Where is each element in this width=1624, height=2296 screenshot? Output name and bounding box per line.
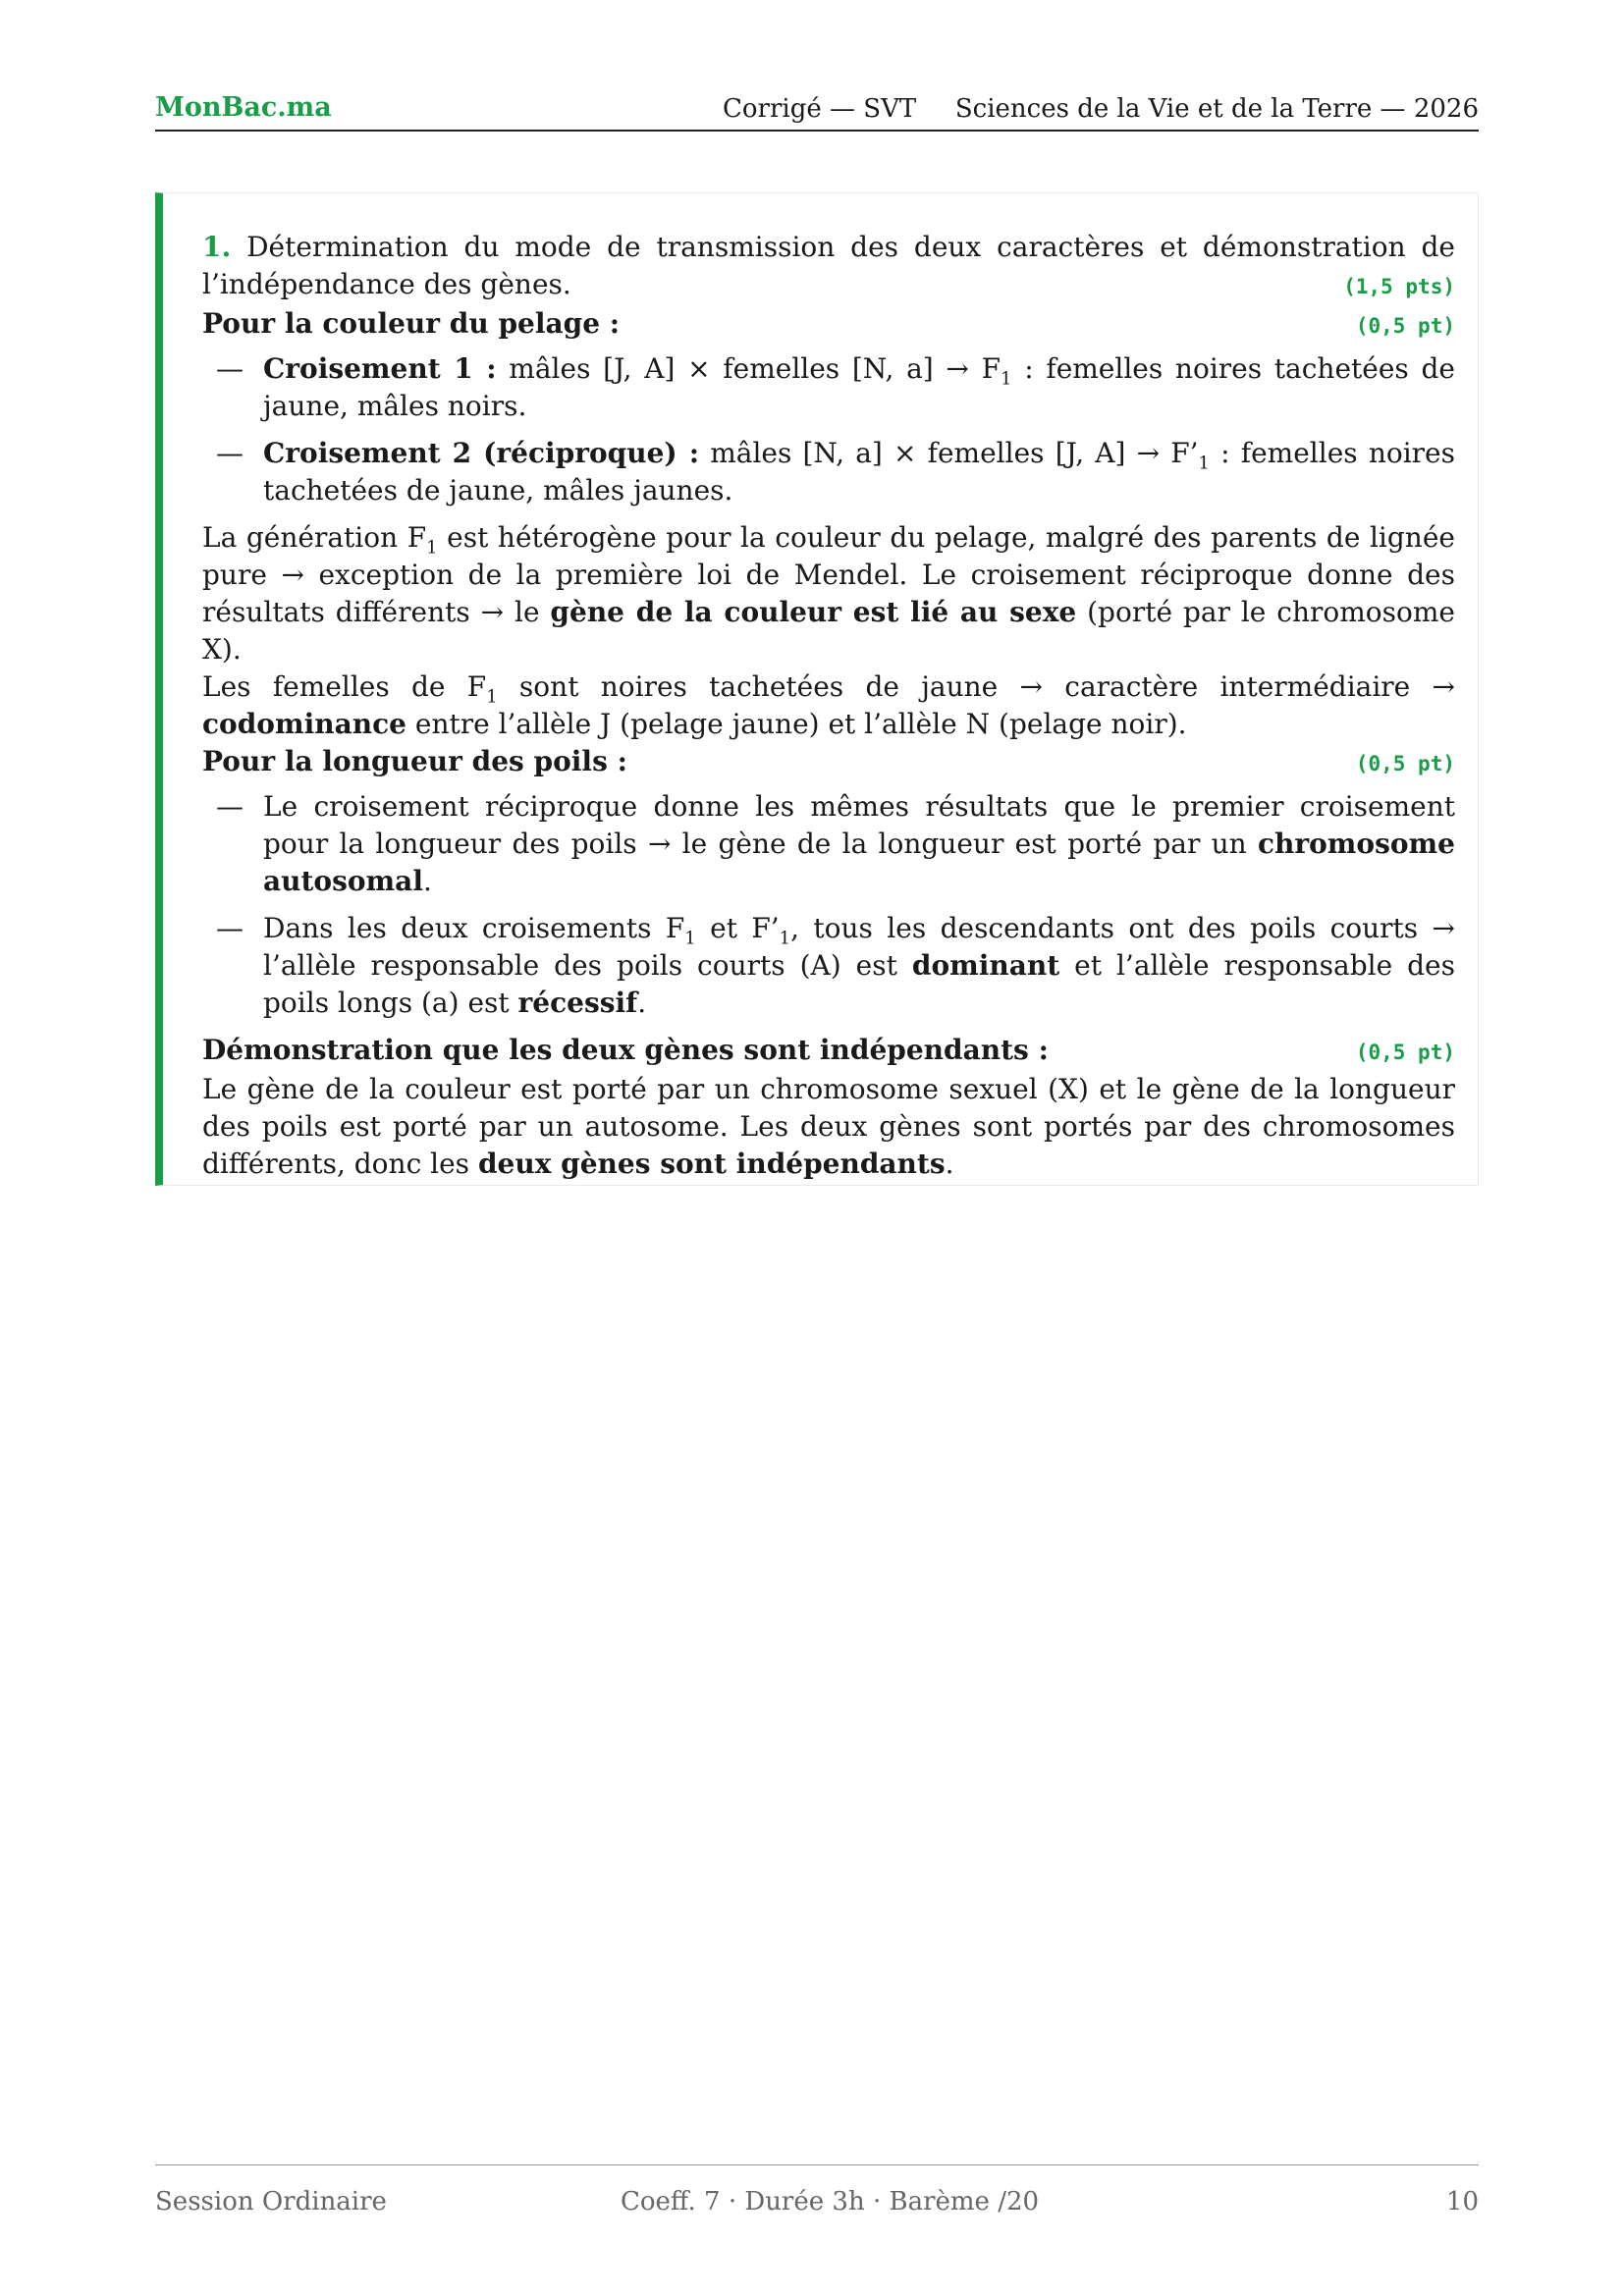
section-heading-longueur xyxy=(202,743,1455,782)
text: Les femelles de F xyxy=(202,670,487,703)
cross2-label: Croisement 2 (réciproque) : xyxy=(263,437,700,469)
section-title: Démonstration que les deux gènes sont indépendants : xyxy=(202,1034,1049,1066)
cross2-text: mâles [N, a] × femelles [J, A] → F’ xyxy=(710,437,1199,469)
text: sont noires tachetées de jaune → caractère intermédiaire → xyxy=(497,670,1455,703)
subscript: 1 xyxy=(486,686,498,708)
question-statement xyxy=(202,229,1455,303)
key-term: chromosome autosomal xyxy=(263,828,1455,897)
text: , tous les descendants ont des poils courts → l’allèle responsable des poils courts (A) est xyxy=(263,912,1455,982)
dash-bullet: — xyxy=(216,352,244,385)
paragraph-codominance xyxy=(202,668,1455,743)
list-item-dominance xyxy=(202,910,1455,1022)
answer-content xyxy=(202,229,1455,1183)
question-number: 1. xyxy=(202,231,232,263)
crosses-list xyxy=(202,350,1455,509)
subscript: 1 xyxy=(1198,453,1210,474)
question-points: (1,5 pts) xyxy=(1343,275,1455,298)
section-title: Pour la longueur des poils : xyxy=(202,745,627,777)
text: La génération F xyxy=(202,521,427,554)
subscript: 1 xyxy=(1001,368,1012,390)
section-points: (0,5 pt) xyxy=(1355,314,1455,338)
page-header xyxy=(155,90,1479,132)
page-number: 10 xyxy=(1445,2187,1479,2216)
text: . xyxy=(422,865,432,897)
dash-bullet: — xyxy=(216,912,244,944)
footer-info: Coeff. 7 · Durée 3h · Barème /20 xyxy=(621,2187,1040,2216)
section-heading-couleur xyxy=(202,305,1455,345)
subscript: 1 xyxy=(426,537,438,559)
text: Le gène de la couleur est porté par un chromosome sexuel (X) et le gène de la longueur des poils est porté par un autosome. Les deux gènes sont portés par des chromosomes différents, donc les xyxy=(202,1073,1455,1180)
list-item-cross1 xyxy=(202,350,1455,425)
list-item-reciprocal xyxy=(202,788,1455,900)
key-term: codominance xyxy=(202,708,406,740)
key-term: dominant xyxy=(911,949,1060,982)
subscript: 1 xyxy=(779,928,791,949)
text: (porté par le chromosome X). xyxy=(202,596,1455,666)
text: Dans les deux croisements F xyxy=(263,912,685,944)
text: . xyxy=(637,987,647,1019)
cross1-label: Croisement 1 : xyxy=(263,352,497,385)
text: et l’allèle responsable des poils longs (a) est xyxy=(263,949,1455,1019)
key-conclusion: deux gènes sont indépendants xyxy=(477,1148,946,1180)
paragraph-heterogeneity xyxy=(202,519,1455,668)
section-heading-demo xyxy=(202,1032,1455,1071)
subscript: 1 xyxy=(684,928,696,949)
paragraph-demonstration xyxy=(202,1071,1455,1183)
cross1-result: : femelles noires tachetées de jaune, mâles noirs. xyxy=(263,352,1455,422)
dash-bullet: — xyxy=(216,790,244,823)
text: entre l’allèle J (pelage jaune) et l’allèle N (pelage noir). xyxy=(406,708,1187,740)
cross1-text: mâles [J, A] × femelles [N, a] → F xyxy=(509,352,1001,385)
cross2-result: : femelles noires tachetées de jaune, mâles jaunes. xyxy=(263,437,1455,507)
footer-session: Session Ordinaire xyxy=(155,2187,387,2216)
list-item-cross2 xyxy=(202,435,1455,509)
section-points: (0,5 pt) xyxy=(1355,752,1455,775)
text: Le croisement réciproque donne les mêmes résultats que le premier croisement pour la longueur des poils → le gène de la longueur est porté par un xyxy=(263,790,1455,860)
section-title: Pour la couleur du pelage : xyxy=(202,307,621,340)
text: et F’ xyxy=(695,912,780,944)
text: est hétérogène pour la couleur du pelage, malgré des parents de lignée pure → exception de la première loi de Mendel. Le croisement réciproque donne des résultats différents → le xyxy=(202,521,1455,628)
header-title: Sciences de la Vie et de la Terre — 2026 xyxy=(954,94,1479,124)
answer-box xyxy=(155,192,1479,1186)
key-term: récessif xyxy=(517,987,638,1019)
text: . xyxy=(945,1148,954,1180)
dash-bullet: — xyxy=(216,437,244,469)
page-footer xyxy=(155,2164,1479,2224)
header-subject: Corrigé — SVT xyxy=(723,94,917,124)
question-text: Détermination du mode de transmission des deux caractères et démonstration de l’indépendance des gènes. xyxy=(202,231,1456,300)
section-points: (0,5 pt) xyxy=(1355,1041,1455,1064)
key-conclusion: gène de la couleur est lié au sexe xyxy=(550,596,1077,628)
longueur-list xyxy=(202,788,1455,1022)
brand-logo-text: MonBac.ma xyxy=(155,92,332,123)
